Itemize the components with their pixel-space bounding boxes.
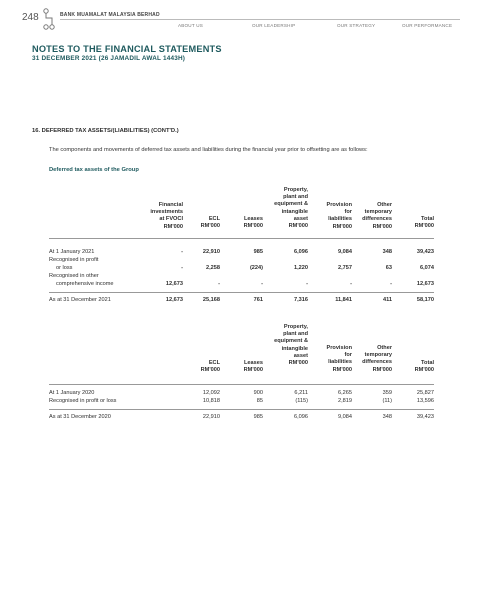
row-label-oci-2021: Recognised in other bbox=[49, 273, 99, 279]
notes-title: NOTES TO THE FINANCIAL STATEMENTS bbox=[32, 44, 222, 54]
table-cell: 39,423 bbox=[416, 414, 434, 420]
table-cell: - bbox=[218, 281, 220, 287]
bank-logo-icon bbox=[42, 8, 56, 30]
table-cell: 900 bbox=[253, 390, 263, 396]
bank-name: BANK MUAMALAT MALAYSIA BERHAD bbox=[60, 12, 160, 18]
col-header-ecl: ECL RM'000 bbox=[200, 216, 220, 230]
table-cell: 12,673 bbox=[416, 281, 434, 287]
table-cell: - bbox=[181, 265, 183, 271]
table-cell: 6,211 bbox=[294, 390, 308, 396]
table-cell: - bbox=[181, 249, 183, 255]
table-subheading: Deferred tax assets of the Group bbox=[49, 167, 139, 173]
table-2020-total-rule bbox=[49, 409, 434, 410]
table-cell: (11) bbox=[382, 398, 392, 404]
table-cell: - bbox=[306, 281, 308, 287]
col-header-total-2020: Total RM'000 bbox=[414, 360, 434, 374]
table-cell: 25,168 bbox=[202, 297, 220, 303]
table-cell: 9,084 bbox=[338, 249, 352, 255]
table-cell: 348 bbox=[382, 414, 392, 420]
table-cell: - bbox=[390, 281, 392, 287]
table-cell: (115) bbox=[295, 398, 308, 404]
table-cell: 12,673 bbox=[165, 281, 183, 287]
table-cell: 22,910 bbox=[202, 414, 220, 420]
row-label-profit-loss-2021: Recognised in profit bbox=[49, 257, 99, 263]
table-cell: 12,092 bbox=[202, 390, 220, 396]
table-cell: 6,074 bbox=[420, 265, 434, 271]
table-cell: 9,084 bbox=[338, 414, 352, 420]
table-2020-header-rule bbox=[49, 384, 434, 385]
table-cell: 39,423 bbox=[416, 249, 434, 255]
table-cell: 58,170 bbox=[416, 297, 434, 303]
table-cell: 985 bbox=[253, 249, 263, 255]
col-header-ppe: Property, plant and equipment & intangible asset RM'000 bbox=[274, 187, 308, 230]
table-2021-header-rule bbox=[49, 238, 434, 239]
table-cell: 761 bbox=[253, 297, 263, 303]
col-header-provision-2020: Provision for liabilities RM'000 bbox=[326, 345, 352, 373]
table-cell: 11,841 bbox=[335, 297, 352, 303]
table-cell: 12,673 bbox=[165, 297, 183, 303]
col-header-leases: Leases RM'000 bbox=[243, 216, 263, 230]
header-divider bbox=[60, 19, 460, 20]
row-label-profit-loss-2020: Recognised in profit or loss bbox=[49, 398, 117, 404]
table-cell: 359 bbox=[382, 390, 392, 396]
col-header-ecl-2020: ECL RM'000 bbox=[200, 360, 220, 374]
nav-about-us[interactable]: ABOUT US bbox=[178, 23, 203, 28]
row-label-oci-2021-cont: comprehensive income bbox=[56, 281, 114, 287]
nav-our-strategy[interactable]: OUR STRATEGY bbox=[337, 23, 376, 28]
page-number: 248 bbox=[22, 12, 39, 23]
table-cell: 22,910 bbox=[202, 249, 220, 255]
col-header-fvoci: Financial investments at FVOCI RM'000 bbox=[150, 202, 183, 230]
table-cell: 25,827 bbox=[416, 390, 434, 396]
col-header-provision: Provision for liabilities RM'000 bbox=[326, 202, 352, 230]
row-label-closing-2021: As at 31 December 2021 bbox=[49, 297, 111, 303]
nav-our-leadership[interactable]: OUR LEADERSHIP bbox=[252, 23, 296, 28]
table-cell: - bbox=[350, 281, 352, 287]
row-label-closing-2020: As at 31 December 2020 bbox=[49, 414, 111, 420]
row-label-opening-2021: At 1 January 2021 bbox=[49, 249, 95, 255]
table-cell: 985 bbox=[253, 414, 263, 420]
table-cell: (224) bbox=[249, 265, 263, 271]
table-2021-total-rule bbox=[49, 292, 434, 293]
col-header-other: Other temporary differences RM'000 bbox=[362, 202, 392, 230]
table-cell: 85 bbox=[256, 398, 263, 404]
table-cell: 7,316 bbox=[294, 297, 308, 303]
table-cell: 2,258 bbox=[206, 265, 220, 271]
table-cell: 6,096 bbox=[294, 249, 308, 255]
section-heading: 16. DEFERRED TAX ASSETS/(LIABILITIES) (CONT'D.) bbox=[32, 128, 179, 134]
notes-date: 31 DECEMBER 2021 (26 JAMADIL AWAL 1443H) bbox=[32, 55, 186, 62]
col-header-leases-2020: Leases RM'000 bbox=[243, 360, 263, 374]
table-cell: 2,819 bbox=[338, 398, 352, 404]
table-cell: 10,818 bbox=[202, 398, 220, 404]
table-cell: 348 bbox=[382, 249, 392, 255]
row-label-opening-2020: At 1 January 2020 bbox=[49, 390, 95, 396]
nav-our-performance[interactable]: OUR PERFORMANCE bbox=[402, 23, 453, 28]
row-label-profit-loss-2021-cont: or loss bbox=[56, 265, 73, 271]
table-cell: - bbox=[261, 281, 263, 287]
table-cell: 6,265 bbox=[338, 390, 352, 396]
table-cell: 6,096 bbox=[294, 414, 308, 420]
table-cell: 411 bbox=[382, 297, 392, 303]
table-cell: 13,596 bbox=[416, 398, 434, 404]
col-header-other-2020: Other temporary differences RM'000 bbox=[362, 345, 392, 373]
table-cell: 63 bbox=[385, 265, 392, 271]
col-header-ppe-2020: Property, plant and equipment & intangible asset RM'000 bbox=[274, 324, 308, 367]
table-cell: 2,757 bbox=[338, 265, 352, 271]
section-intro: The components and movements of deferred tax assets and liabilities during the financial year prior to offsetting are as follows: bbox=[49, 147, 368, 153]
col-header-total: Total RM'000 bbox=[414, 216, 434, 230]
table-cell: 1,220 bbox=[294, 265, 308, 271]
